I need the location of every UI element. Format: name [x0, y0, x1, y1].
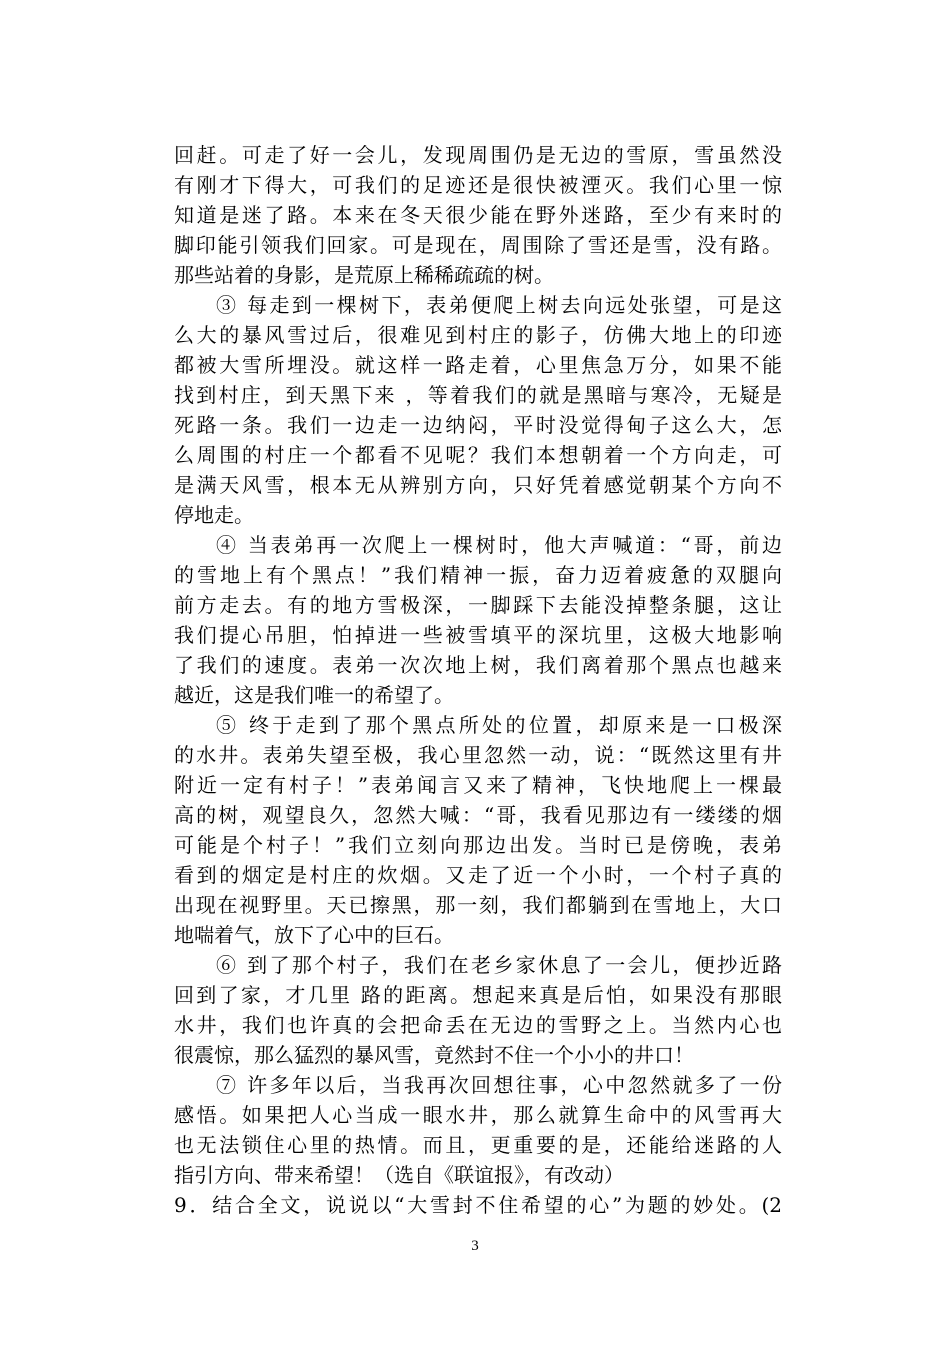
paragraph-7 [174, 1070, 782, 1190]
paragraph-4 [174, 530, 782, 710]
text-line: 死路一条。我们一边走一边纳闷，平时没觉得甸子这么大，怎 [174, 413, 782, 437]
text-line: ⑦ 许多年以后，当我再次回想往事，心中忽然就多了一份 [216, 1073, 782, 1097]
text-line: 水井，我们也许真的会把命丢在无边的雪野之上。当然内心也 [174, 1013, 782, 1037]
text-line: 知道是迷了路。本来在冬天很少能在野外迷路，至少有来时的 [174, 203, 782, 227]
text-line: 的水井。表弟失望至极，我心里忽然一动，说：“既然这里有井 [174, 743, 782, 767]
text-line: 是满天风雪，根本无从辨别方向，只好凭着感觉朝某个方向不 [174, 473, 782, 497]
text-line: 也无法锁住心里的热情。而且，更重要的是，还能给迷路的人 [174, 1133, 782, 1157]
question-9 [174, 1190, 782, 1220]
text-line: ④ 当表弟再一次爬上一棵树时，他大声喊道：“哥，前边 [216, 533, 782, 557]
text-line: 么周围的村庄一个都看不见呢？我们本想朝着一个方向走，可 [174, 443, 782, 467]
text-line: 感悟。如果把人心当成一眼水井，那么就算生命中的风雪再大 [174, 1103, 782, 1127]
text-line: 高的树，观望良久，忽然大喊：“哥，我看见那边有一缕缕的烟 [174, 803, 782, 827]
question-text: 9．结合全文，说说以“大雪封不住希望的心”为题的妙处。(2 [174, 1193, 782, 1217]
text-line: 前方走去。有的地方雪极深，一脚踩下去能没掉整条腿，这让 [174, 593, 782, 617]
text-line: 都被大雪所埋没。就这样一路走着，心里焦急万分，如果不能 [174, 353, 782, 377]
text-line: 很震惊，那么猛烈的暴风雪，竟然封不住一个小小的井口！ [174, 1043, 694, 1067]
paragraph-3 [174, 290, 782, 530]
text-line: 看到的烟定是村庄的炊烟。又走了近一个小时，一个村子真的 [174, 863, 782, 887]
paragraph-continuation [174, 140, 782, 290]
text-line: 出现在视野里。天已擦黑，那一刻，我们都躺到在雪地上，大口 [174, 893, 782, 917]
text-line: 地喘着气，放下了心中的巨石。 [174, 923, 454, 947]
text-line: 回赶。可走了好一会儿，发现周围仍是无边的雪原，雪虽然没 [174, 143, 782, 167]
text-line: 我们提心吊胆，怕掉进一些被雪填平的深坑里，这极大地影响 [174, 623, 782, 647]
paragraph-5 [174, 710, 782, 950]
text-line: ⑥ 到了那个村子，我们在老乡家休息了一会儿，便抄近路 [216, 953, 782, 977]
text-line: ③ 每走到一棵树下，表弟便爬上树去向远处张望，可是这 [216, 293, 782, 317]
paragraph-6 [174, 950, 782, 1070]
text-line: 有刚才下得大，可我们的足迹还是很快被湮灭。我们心里一惊 [174, 173, 782, 197]
text-line: 那些站着的身影，是荒原上稀稀疏疏的树。 [174, 263, 554, 287]
article-body [174, 140, 782, 1220]
text-line: 么大的暴风雪过后，很难见到村庄的影子，仿佛大地上的印迹 [174, 323, 782, 347]
text-line: 越近，这是我们唯一的希望了。 [174, 683, 454, 707]
text-line: 停地走。 [174, 503, 254, 527]
text-line: ⑤ 终于走到了那个黑点所处的位置，却原来是一口极深 [216, 713, 782, 737]
page-number: 3 [471, 1238, 479, 1254]
text-line: 找到村庄，到天黑下来 ，等着我们的就是黑暗与寒冷，无疑是 [174, 383, 782, 407]
text-line: 可能是个村子！”我们立刻向那边出发。当时已是傍晚，表弟 [174, 833, 782, 857]
text-line: 回到了家，才几里 路的距离。想起来真是后怕，如果没有那眼 [174, 983, 782, 1007]
text-line: 脚印能引领我们回家。可是现在，周围除了雪还是雪，没有路。 [174, 233, 782, 257]
text-line: 附近一定有村子！”表弟闻言又来了精神，飞快地爬上一棵最 [174, 773, 782, 797]
text-line: 的雪地上有个黑点！”我们精神一振，奋力迈着疲惫的双腿向 [174, 563, 782, 587]
text-line: 指引方向、带来希望！（选自《联谊报》，有改动） [174, 1163, 624, 1187]
text-line: 了我们的速度。表弟一次次地上树，我们离着那个黑点也越来 [174, 653, 782, 677]
